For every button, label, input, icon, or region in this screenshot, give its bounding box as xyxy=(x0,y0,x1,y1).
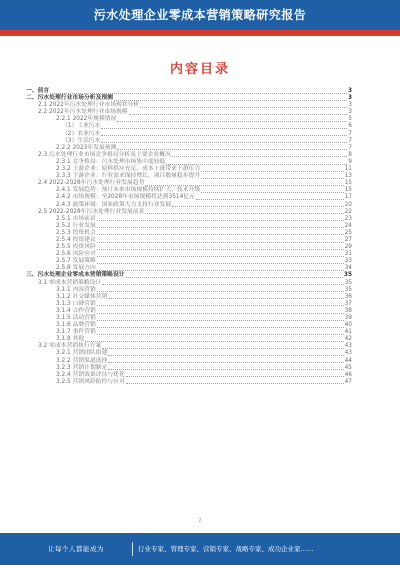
toc-dot-leader xyxy=(129,114,348,115)
toc-entry-title: 3.1.2 社交媒体营销 xyxy=(56,293,108,300)
toc-entry[interactable] xyxy=(26,223,352,230)
footer-tagline: 行业专家、管理专家、营销专家、战略专家、成功企业家…… xyxy=(138,545,314,553)
toc-dot-leader xyxy=(97,242,344,243)
toc-entry-page: 33 xyxy=(344,258,352,265)
toc-dot-leader xyxy=(201,192,343,193)
toc-entry-page: 39 xyxy=(344,315,352,321)
toc-entry-title: 2.5.8 发展方向 xyxy=(56,265,96,272)
toc-entry-page: 43 xyxy=(344,350,352,357)
toc-entry-title: 3.1.8 其他 xyxy=(56,336,85,343)
toc-entry-title: 2.2.2 2023年发展预测 xyxy=(56,144,117,151)
toc-dot-leader xyxy=(50,93,347,94)
toc-dot-leader xyxy=(172,206,343,207)
toc-entry[interactable] xyxy=(26,358,352,365)
toc-entry-title: 3.1.7 事件营销 xyxy=(56,329,96,336)
toc-entry-title: 2.5.5 投资风险 xyxy=(56,244,96,251)
toc-entry-title: 2.5.1 市场前景 xyxy=(56,215,96,222)
toc-entry-page: 42 xyxy=(344,336,352,343)
toc-entry-title: 二、污水处理行业市场分析及预测 xyxy=(26,95,113,102)
toc-dot-leader xyxy=(126,383,344,384)
footer-slogan: 让每个人都能成为 xyxy=(48,545,104,553)
toc-entry-page: 34 xyxy=(344,265,352,272)
toc-entry[interactable] xyxy=(26,230,352,237)
toc-entry-title: 3.1.3 口碑营销 xyxy=(56,300,96,307)
toc-entry-title: 3.2.1 营销团队组建 xyxy=(56,350,108,357)
toc-entry[interactable] xyxy=(26,123,352,130)
toc-dot-leader xyxy=(201,171,343,172)
toc-entry-page: 35 xyxy=(344,279,352,286)
toc-entry[interactable] xyxy=(26,159,352,166)
toc-dot-leader xyxy=(172,156,348,157)
report-title: 污水处理企业零成本营销策略研究报告 xyxy=(93,8,307,22)
toc-dot-leader xyxy=(108,362,343,363)
toc-entry-title: 2.1 2022年污水处理行业市场现状分析 xyxy=(38,102,140,109)
toc-entry[interactable] xyxy=(26,294,352,301)
toc-entry-page: 31 xyxy=(344,251,352,258)
toc-entry-title: 3.1.6 品牌营销 xyxy=(56,322,96,329)
toc-entry-page: 11 xyxy=(344,166,352,173)
toc-dot-leader xyxy=(145,185,343,186)
toc-dot-leader xyxy=(140,107,347,108)
toc-entry-page: 35 xyxy=(344,286,352,293)
toc-entry-page: 20 xyxy=(344,201,352,208)
toc-entry[interactable] xyxy=(26,145,352,152)
toc-entry-title: 2.4.1 发展趋势：预计未来市场规模持续扩大，技术升级 xyxy=(56,187,201,194)
toc-entry[interactable] xyxy=(26,379,352,386)
toc-entry[interactable] xyxy=(26,138,352,145)
toc-entry-page: 5 xyxy=(348,116,352,123)
toc-entry-page: 6 xyxy=(348,123,352,130)
toc-entry[interactable] xyxy=(26,280,352,287)
toc-entry-title: 2.5.2 行业发展 xyxy=(56,222,96,229)
header-accent-stripe xyxy=(0,30,400,36)
toc-entry[interactable] xyxy=(26,152,352,159)
toc-dot-leader xyxy=(85,341,343,342)
toc-entry-title: 2.3.2 上游企业：原料供应充足，成本上涨带来下游压力 xyxy=(56,166,201,173)
toc-dot-leader xyxy=(97,305,344,306)
toc-entry-page: 44 xyxy=(344,357,352,364)
toc-entry-title: 2.5.6 风险应对 xyxy=(56,251,96,258)
toc-dot-leader xyxy=(166,164,347,165)
toc-entry-page: 3 xyxy=(348,102,352,109)
toc-dot-leader xyxy=(102,284,343,285)
toc-entry-title: （1）工业污水 xyxy=(62,123,101,130)
toc-entry[interactable] xyxy=(26,202,352,209)
toc-entry-title: 2.2 2022年污水处理行业市场规模 xyxy=(38,109,128,116)
toc-entry-title: 3.1.5 活动营销 xyxy=(56,315,96,321)
toc-entry-page: 3 xyxy=(348,109,352,116)
toc-entry-page: 45 xyxy=(344,364,352,371)
toc-entry-page: 7 xyxy=(348,130,352,137)
toc-dot-leader xyxy=(101,128,347,129)
report-header-bar xyxy=(0,0,400,36)
toc-entry-page: 15 xyxy=(344,187,352,194)
toc-entry[interactable] xyxy=(26,237,352,244)
toc-dot-leader xyxy=(97,334,344,335)
toc-entry-page: 8 xyxy=(348,151,352,158)
toc-entry-title: 3.2.5 营销风险防控与应对 xyxy=(56,378,125,385)
toc-entry[interactable] xyxy=(26,272,352,279)
toc-entry-page: 13 xyxy=(344,173,352,180)
toc-entry-page: 15 xyxy=(344,180,352,187)
toc-entry[interactable] xyxy=(26,301,352,308)
toc-entry-title: 一、前言 xyxy=(26,88,50,94)
toc-entry-title: 3.2 零成本营销执行方案 xyxy=(38,343,102,350)
toc-entry-page: 43 xyxy=(344,343,352,350)
toc-entry-title: 2.5.3 投资机会 xyxy=(56,229,96,236)
toc-entry[interactable] xyxy=(26,350,352,357)
toc-entry[interactable] xyxy=(26,209,352,216)
footer-divider xyxy=(132,542,133,556)
toc-dot-leader xyxy=(108,298,343,299)
toc-dot-leader xyxy=(117,149,347,150)
toc-dot-leader xyxy=(97,249,344,250)
toc-entry-page: 7 xyxy=(348,144,352,151)
toc-dot-leader xyxy=(108,355,343,356)
table-of-contents xyxy=(26,88,352,386)
toc-entry-page: 23 xyxy=(344,215,352,222)
toc-entry-page: 3 xyxy=(347,88,352,94)
toc-dot-leader xyxy=(97,313,344,314)
toc-entry-title: 3.2.3 营销计划制定 xyxy=(56,364,108,371)
toc-entry-page: 3 xyxy=(347,95,352,102)
toc-entry-page: 17 xyxy=(344,194,352,201)
toc-entry-title: 2.5.7 发展策略 xyxy=(56,258,96,265)
toc-dot-leader xyxy=(97,320,344,321)
toc-entry[interactable] xyxy=(26,372,352,379)
toc-entry[interactable] xyxy=(26,287,352,294)
toc-dot-leader xyxy=(126,376,344,377)
toc-dot-leader xyxy=(102,348,343,349)
toc-entry-title: 2.3.3 下游企业：行业需求保持增长，项目数量稳步提升 xyxy=(56,173,201,180)
toc-entry-page: 41 xyxy=(344,329,352,336)
toc-dot-leader xyxy=(97,234,344,235)
toc-entry[interactable] xyxy=(26,131,352,138)
toc-dot-leader xyxy=(97,263,344,264)
toc-entry-title: 2.3.1 竞争格局：污水处理市场集中度较低 xyxy=(56,158,166,165)
toc-entry-page: 35 xyxy=(343,272,352,279)
toc-entry-page: 22 xyxy=(344,208,352,215)
toc-dot-leader xyxy=(97,327,344,328)
toc-dot-leader xyxy=(117,121,347,122)
toc-dot-leader xyxy=(101,142,347,143)
toc-entry[interactable] xyxy=(26,365,352,372)
toc-entry-page: 36 xyxy=(344,293,352,300)
toc-entry-title: 2.4.2 市场规模：至2028年市场规模将达到3514亿元 xyxy=(56,194,195,201)
toc-entry-page: 27 xyxy=(344,236,352,243)
toc-entry-page: 40 xyxy=(344,322,352,329)
toc-entry[interactable] xyxy=(26,194,352,201)
toc-entry-page: 38 xyxy=(344,307,352,314)
toc-dot-leader xyxy=(145,213,343,214)
toc-dot-leader xyxy=(97,256,344,257)
toc-entry-page: 25 xyxy=(344,229,352,236)
toc-entry-title: 3.2.4 营销效果评估与优化 xyxy=(56,371,125,378)
toc-entry[interactable] xyxy=(26,216,352,223)
page-number: 2 xyxy=(198,518,202,524)
toc-entry-title: 3.1.1 内容营销 xyxy=(56,286,96,293)
toc-entry-title: （3）生活污水 xyxy=(62,137,101,144)
toc-dot-leader xyxy=(97,270,344,271)
toc-entry-title: 3.2.2 营销渠道选择 xyxy=(56,357,108,364)
toc-entry-title: 3.1.4 合作营销 xyxy=(56,307,96,314)
toc-entry-page: 47 xyxy=(344,378,352,385)
toc-dot-leader xyxy=(97,227,344,228)
toc-entry-title: 2.5 2022-2028年污水处理行业发展前景 xyxy=(38,208,145,215)
toc-entry-page: 7 xyxy=(348,137,352,144)
toc-entry-title: 2.2.1 2022年规模情况 xyxy=(56,116,117,123)
toc-entry-title: 2.5.4 投资建议 xyxy=(56,236,96,243)
toc-dot-leader xyxy=(97,220,344,221)
toc-dot-leader xyxy=(108,369,343,370)
report-footer-bar xyxy=(0,533,400,565)
toc-dot-leader xyxy=(101,135,347,136)
toc-entry-page: 9 xyxy=(348,158,352,165)
toc-entry-page: 46 xyxy=(344,371,352,378)
toc-dot-leader xyxy=(114,100,347,101)
toc-dot-leader xyxy=(97,291,344,292)
toc-entry-page: 29 xyxy=(344,244,352,251)
toc-dot-leader xyxy=(196,199,344,200)
toc-entry-page: 37 xyxy=(344,300,352,307)
toc-heading: 内容目录 xyxy=(169,62,230,77)
toc-entry-title: 2.4.3 政策环境：国家政策大力支持行业发展 xyxy=(56,201,172,208)
toc-dot-leader xyxy=(126,277,343,278)
toc-entry-title: 3.1 零成本营销策略设计 xyxy=(38,279,102,286)
toc-entry-page: 24 xyxy=(344,222,352,229)
toc-dot-leader xyxy=(201,178,343,179)
toc-entry-title: 2.4 2022-2028年污水处理行业发展趋势 xyxy=(38,180,145,187)
toc-entry-title: 三、污水处理企业零成本营销策略设计 xyxy=(26,272,125,279)
toc-entry-title: （2）农业污水 xyxy=(62,130,101,137)
toc-entry-title: 2.3 污水处理行业市场竞争格局分析及主要企业概况 xyxy=(38,151,171,158)
toc-entry[interactable] xyxy=(26,308,352,315)
